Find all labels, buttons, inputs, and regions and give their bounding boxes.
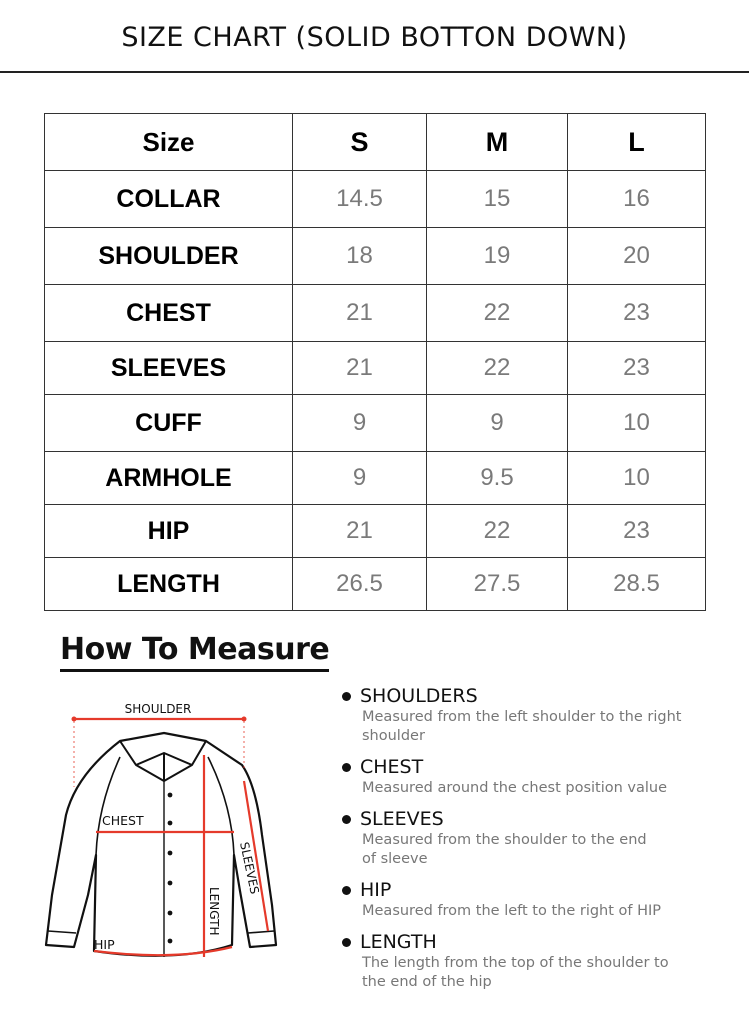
shirt-measurement-diagram — [36, 695, 286, 985]
instruction-desc: of sleeve — [362, 851, 428, 867]
cell-value: 26.5 — [293, 558, 427, 611]
cell-value: 9 — [293, 452, 427, 505]
length-label: LENGTH — [207, 887, 221, 936]
list-item — [340, 807, 740, 869]
size-column-header: Size — [45, 114, 293, 171]
sleeves-label: SLEEVES — [237, 840, 262, 896]
title-divider — [0, 71, 749, 73]
cell-value: 21 — [293, 285, 427, 342]
row-label-collar: COLLAR — [45, 171, 293, 228]
cell-value: 9.5 — [427, 452, 568, 505]
table-row — [45, 285, 706, 342]
how-to-measure-heading: How To Measure — [60, 632, 329, 672]
shirt-collar — [120, 741, 206, 781]
row-label-hip: HIP — [45, 505, 293, 558]
cell-value: 19 — [427, 228, 568, 285]
list-item — [340, 684, 740, 746]
instruction-desc: Measured from the left to the right of HIP — [362, 903, 662, 919]
cell-value: 23 — [568, 342, 706, 395]
table-row — [45, 452, 706, 505]
table-row — [45, 342, 706, 395]
table-row — [45, 558, 706, 611]
table-row — [45, 228, 706, 285]
cell-value: 23 — [568, 285, 706, 342]
cell-value: 15 — [427, 171, 568, 228]
cell-value: 22 — [427, 505, 568, 558]
shirt-buttons — [168, 793, 173, 944]
cell-value: 23 — [568, 505, 706, 558]
shoulder-label: SHOULDER — [124, 702, 192, 716]
page-title: SIZE CHART (SOLID BOTTON DOWN) — [121, 22, 628, 53]
list-item — [340, 930, 740, 992]
cell-value: 20 — [568, 228, 706, 285]
cell-value: 14.5 — [293, 171, 427, 228]
table-header-row — [45, 114, 706, 171]
row-label-shoulder: SHOULDER — [45, 228, 293, 285]
hip-label: HIP — [94, 937, 115, 952]
cell-value: 21 — [293, 505, 427, 558]
cell-value: 16 — [568, 171, 706, 228]
measurement-instructions — [340, 684, 740, 1001]
instruction-desc: Measured from the shoulder to the end — [362, 832, 647, 848]
bullet-icon — [342, 815, 351, 824]
size-header-l: L — [568, 114, 706, 171]
cell-value: 9 — [427, 395, 568, 452]
table-row — [45, 171, 706, 228]
cell-value: 10 — [568, 395, 706, 452]
cell-value: 21 — [293, 342, 427, 395]
instruction-desc: The length from the top of the shoulder to — [362, 955, 669, 971]
list-item — [340, 878, 740, 921]
row-label-length: LENGTH — [45, 558, 293, 611]
bullet-icon — [342, 763, 351, 772]
bullet-icon — [342, 938, 351, 947]
chest-label: CHEST — [102, 813, 144, 828]
shoulder-measure-end — [242, 717, 247, 722]
instruction-desc: Measured from the left shoulder to the right — [362, 709, 682, 725]
cell-value: 18 — [293, 228, 427, 285]
instruction-desc: the end of the hip — [362, 974, 492, 990]
bullet-icon — [342, 886, 351, 895]
shirt-cuffs — [48, 931, 274, 933]
instruction-desc: Measured around the chest position value — [362, 780, 668, 796]
row-label-chest: CHEST — [45, 285, 293, 342]
size-chart-table — [44, 113, 706, 611]
list-item — [340, 755, 740, 798]
size-header-s: S — [293, 114, 427, 171]
cell-value: 22 — [427, 342, 568, 395]
size-header-m: M — [427, 114, 568, 171]
instruction-title: LENGTH — [360, 931, 437, 953]
cell-value: 9 — [293, 395, 427, 452]
table-row — [45, 395, 706, 452]
bullet-icon — [342, 692, 351, 701]
cell-value: 28.5 — [568, 558, 706, 611]
row-label-sleeves: SLEEVES — [45, 342, 293, 395]
instruction-title: SLEEVES — [360, 808, 444, 830]
instruction-title: CHEST — [360, 756, 424, 778]
instruction-desc: shoulder — [362, 728, 425, 744]
instruction-title: HIP — [360, 879, 392, 901]
cell-value: 10 — [568, 452, 706, 505]
shoulder-measure-end — [72, 717, 77, 722]
cell-value: 22 — [427, 285, 568, 342]
cell-value: 27.5 — [427, 558, 568, 611]
instruction-title: SHOULDERS — [360, 685, 478, 707]
hip-measure-line — [94, 947, 232, 955]
row-label-armhole: ARMHOLE — [45, 452, 293, 505]
table-row — [45, 505, 706, 558]
row-label-cuff: CUFF — [45, 395, 293, 452]
